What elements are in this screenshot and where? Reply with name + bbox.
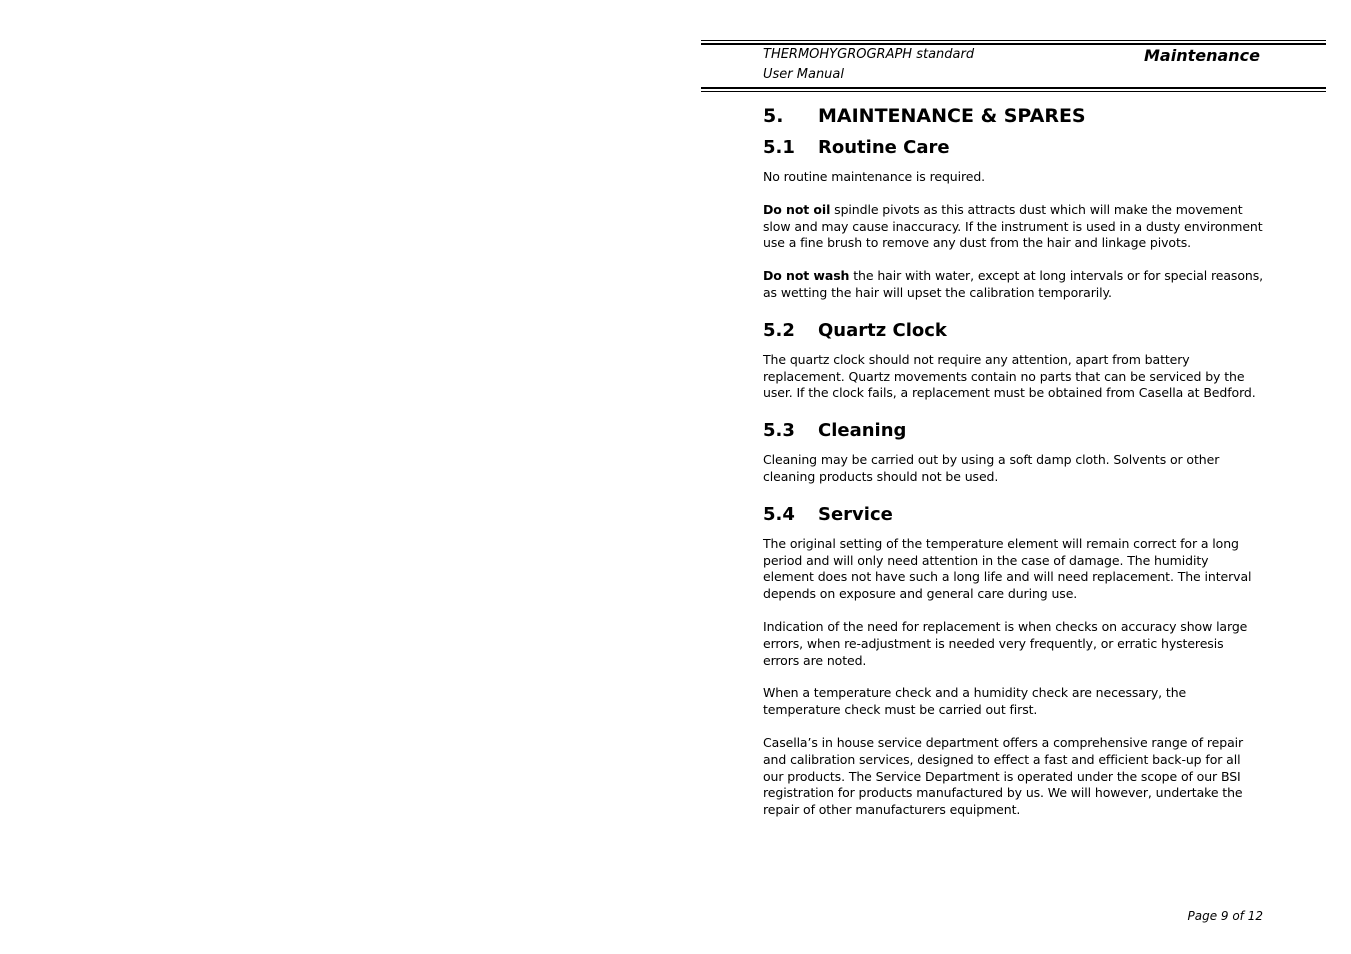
page-number: Page 9 of 12 (1187, 909, 1263, 923)
section-title: Cleaning (818, 420, 907, 442)
header-section-title: Maintenance (1144, 46, 1261, 65)
bold-warning: Do not wash (763, 268, 850, 284)
bold-warning: Do not oil (763, 201, 831, 217)
paragraph: Casella’s in house service department offers a comprehensive range of repair and calibration services, designed to effect a fast and efficient back-up for all our products. The Service Department is operated under the scope of our BSI registration for products manufactured by us. We will however, undertake the repair of other manufacturers equipment. (763, 734, 1244, 818)
paragraph: No routine maintenance is required. (763, 169, 986, 184)
paragraph: The quartz clock should not require any attention, apart from battery replacement. Quartz movements contain no parts that can be serviced by the user. If the clock fails, a replacement must be obtained from Casella at Bedford. (763, 351, 1256, 401)
section-number: 5.4 (763, 503, 795, 525)
chapter-heading (763, 102, 1263, 130)
section-title: Routine Care (818, 137, 950, 158)
document-header (763, 45, 974, 85)
paragraph (763, 268, 1263, 302)
chapter-number: 5. (763, 105, 784, 127)
section-heading-service (763, 502, 1263, 528)
header-top-rule-1 (701, 40, 1326, 41)
section-number: 5.1 (763, 137, 795, 158)
section-number: 5.3 (763, 420, 795, 442)
section-title: Service (818, 503, 893, 525)
page-content (763, 102, 1263, 835)
section-heading-quartz-clock (763, 318, 1263, 344)
paragraph (763, 202, 1263, 252)
header-bottom-rule-2 (701, 91, 1326, 92)
paragraph-text: spindle pivots as this attracts dust which will make the movement slow and may cause inaccuracy. If the instrument is used in a dusty environment use a fine brush to remove any dust from the hair and linkage pivots. (763, 201, 1263, 251)
paragraph: Cleaning may be carried out by using a soft damp cloth. Solvents or other cleaning products should not be used. (763, 452, 1220, 484)
section-number: 5.2 (763, 319, 795, 341)
section-title: Quartz Clock (818, 319, 947, 341)
paragraph: Indication of the need for replacement is when checks on accuracy show large errors, when re-adjustment is needed very frequently, or erratic hysteresis errors are noted. (763, 618, 1248, 668)
paragraph: The original setting of the temperature element will remain correct for a long period and will only need attention in the case of damage. The humidity element does not have such a long life and will need replacement. The interval depends on exposure and general care during use. (763, 535, 1252, 602)
paragraph: When a temperature check and a humidity check are necessary, the temperature check must be carried out first. (763, 685, 1187, 718)
header-bottom-rule-1 (701, 87, 1326, 89)
header-product-name: THERMOHYGROGRAPH standard (763, 47, 975, 62)
section-heading-cleaning (763, 418, 1263, 444)
chapter-title: MAINTENANCE & SPARES (818, 105, 1086, 127)
header-manual-name: User Manual (763, 67, 845, 82)
paragraph-text: the hair with water, except at long intervals or for special reasons, as wetting the hair will upset the calibration temporarily. (763, 268, 1263, 300)
section-heading-routine-care (763, 135, 1263, 161)
